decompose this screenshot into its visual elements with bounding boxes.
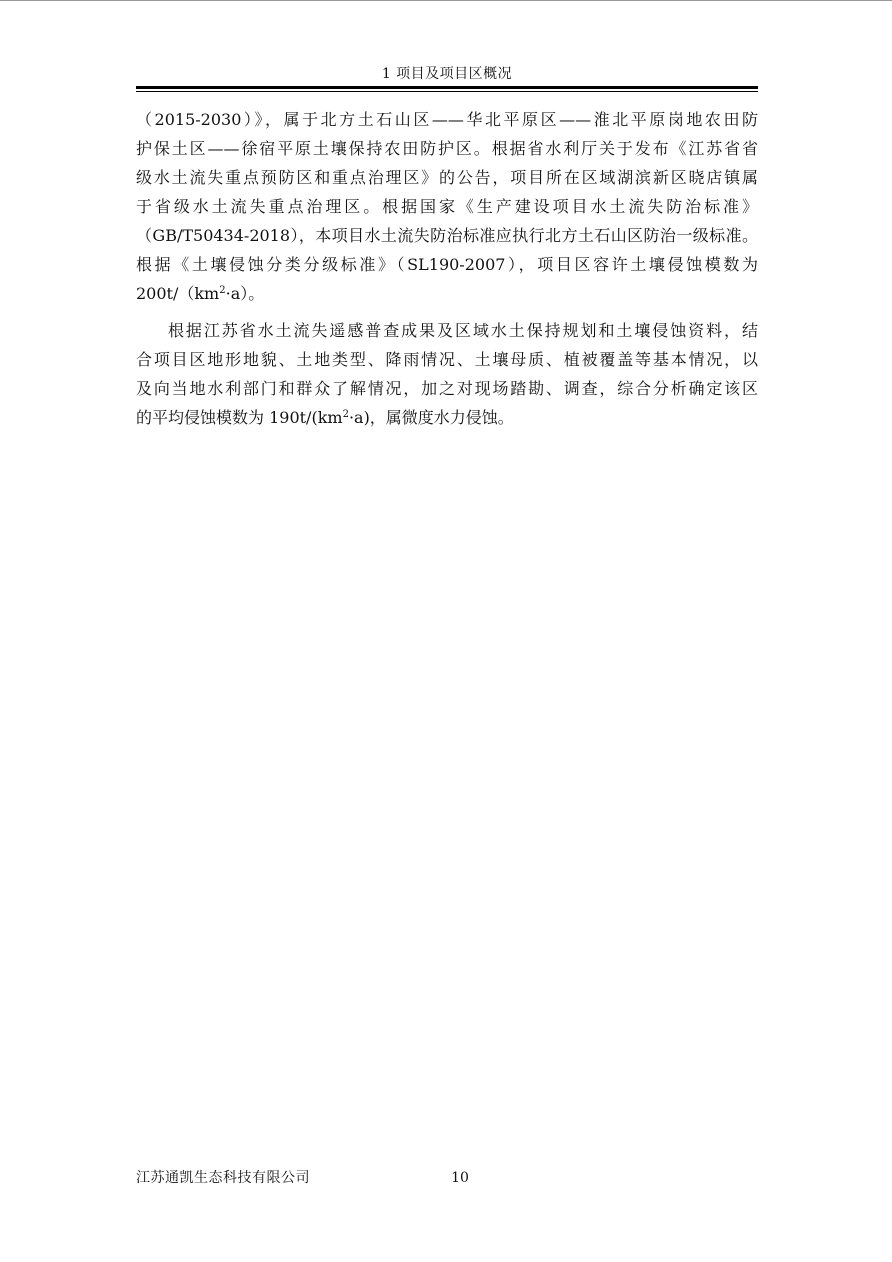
superscript: 2 xyxy=(219,285,226,296)
text-line: （2015-2030）》，属于北方土石山区——华北平原区——淮北平原岗地农田防 xyxy=(136,110,758,129)
text-fragment: ·a）。 xyxy=(225,284,265,303)
body-text xyxy=(136,105,758,432)
text-line: 于省级水土流失重点治理区。根据国家《生产建设项目水土流失防治标准》 xyxy=(136,197,758,216)
text-fragment: 200t/（km xyxy=(136,284,220,303)
running-header: 1 项目及项目区概况 xyxy=(381,66,513,82)
superscript: 2 xyxy=(342,409,349,420)
paragraph-gap xyxy=(136,308,758,316)
text-fragment: 的平均侵蚀模数为 190t/(km xyxy=(136,408,343,427)
text-line-with-superscript xyxy=(136,279,758,308)
text-line: 根据江苏省水土流失遥感普查成果及区域水土保持规划和土壤侵蚀资料，结 xyxy=(168,321,758,340)
text-line: （GB/T50434-2018），本项目水土流失防治标准应执行北方土石山区防治一级标准。 xyxy=(136,226,758,245)
paragraph-1 xyxy=(136,105,758,308)
page-number: 10 xyxy=(451,1170,469,1186)
header-rule-thin xyxy=(136,91,758,92)
text-line: 合项目区地形地貌、土地类型、降雨情况、土壤母质、植被覆盖等基本情况，以 xyxy=(136,350,758,369)
paragraph-2 xyxy=(136,316,758,432)
text-line-with-superscript xyxy=(136,403,758,432)
text-line: 及向当地水利部门和群众了解情况，加之对现场踏勘、调查，综合分析确定该区 xyxy=(136,379,758,398)
text-line: 级水土流失重点预防区和重点治理区》的公告，项目所在区域湖滨新区晓店镇属 xyxy=(136,168,758,187)
page-top-border xyxy=(0,0,892,1)
text-line: 根据《土壤侵蚀分类分级标准》（SL190-2007），项目区容许土壤侵蚀模数为 xyxy=(136,255,758,274)
text-line: 护保土区——徐宿平原土壤保持农田防护区。根据省水利厅关于发布《江苏省省 xyxy=(136,139,758,158)
footer-company-name: 江苏通凯生态科技有限公司 xyxy=(136,1170,310,1186)
header-rule-thick xyxy=(136,86,758,89)
text-fragment: ·a)，属微度水力侵蚀。 xyxy=(348,408,514,427)
